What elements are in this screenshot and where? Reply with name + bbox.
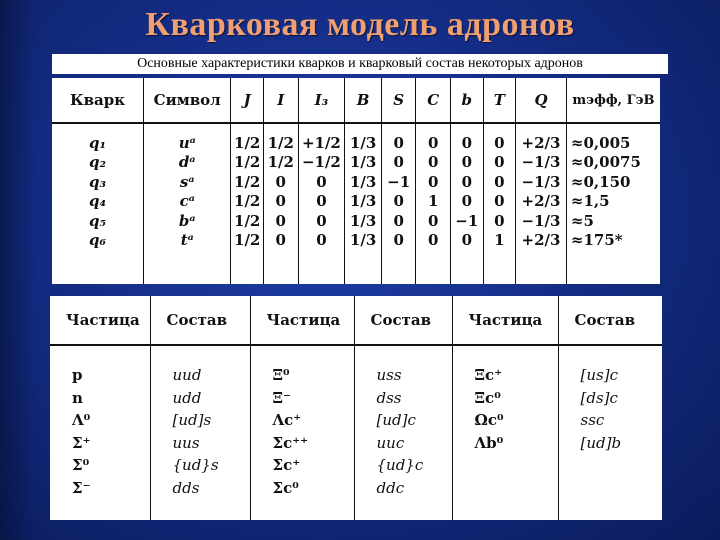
- table-cell: dᵃ: [178, 153, 196, 172]
- charge-column: [516, 123, 567, 284]
- hadron-table-header-row: [50, 296, 662, 345]
- table-cell: −1: [387, 172, 411, 191]
- table-cell: q₁: [88, 134, 107, 152]
- header-charm: C: [416, 78, 451, 123]
- table-cell: Ξ⁰: [272, 366, 290, 384]
- table-cell: Σc⁺: [272, 456, 301, 474]
- table-cell: q₂: [88, 153, 107, 172]
- table-cell: [ud]s: [172, 411, 212, 429]
- table-cell: ≈1,5: [570, 192, 610, 211]
- table-cell: ≈0,0075: [570, 153, 641, 172]
- table-cell: Ωc⁰: [474, 411, 504, 429]
- table-cell: q₆: [88, 231, 107, 250]
- effective-mass-column: [566, 123, 660, 284]
- table-cell: 0: [428, 211, 439, 230]
- table-cell: tᵃ: [180, 231, 194, 250]
- table-cell: [ds]c: [580, 388, 618, 407]
- table-cell: Λc⁺: [272, 411, 302, 429]
- table-cell: 0: [275, 231, 286, 250]
- table-cell: 0: [275, 172, 286, 191]
- table-cell: 1/3: [349, 134, 377, 152]
- table-cell: q₅: [88, 211, 107, 230]
- table-cell: 0: [393, 192, 404, 211]
- table-cell: n: [72, 388, 83, 407]
- table-cell: 0: [275, 192, 286, 211]
- header-quark: Кварк: [52, 78, 144, 123]
- table-cell: Σc⁺⁺: [272, 433, 309, 452]
- table-cell: 1/2: [267, 153, 294, 172]
- table-cell: 0: [428, 153, 439, 172]
- table-cell: 0: [494, 172, 505, 191]
- table-cell: 0: [494, 192, 505, 211]
- particle-column-1: [50, 345, 150, 520]
- table-cell: uss: [376, 366, 402, 384]
- header-charge: Q: [516, 78, 567, 123]
- table-cell: +2/3: [521, 134, 561, 152]
- composition-column-2: [354, 345, 452, 520]
- slide-title: Кварковая модель адронов: [145, 6, 575, 43]
- table-cell: −1/3: [521, 153, 561, 172]
- header-beauty: b: [451, 78, 484, 123]
- table-cell: ≈0,005: [570, 134, 631, 152]
- charm-column: [416, 123, 451, 284]
- header-isospin-projection: I₃: [298, 78, 345, 123]
- table-cell: 1: [494, 231, 505, 250]
- hadron-composition-table: [50, 296, 662, 520]
- table-cell: 1: [428, 192, 439, 211]
- table-cell: 0: [428, 172, 439, 191]
- header-isospin: I: [263, 78, 298, 123]
- composition-column-1: [150, 345, 250, 520]
- table-cell: Ξc⁰: [474, 388, 501, 407]
- table-cell: [us]c: [580, 366, 618, 384]
- table-cell: 0: [494, 153, 505, 172]
- table-cell: ≈175*: [570, 231, 623, 250]
- table-cell: Σ⁰: [72, 456, 90, 474]
- table-cell: 1/3: [349, 153, 377, 172]
- header-particle-2: Частица: [250, 296, 354, 345]
- table-cell: 1/2: [234, 192, 261, 211]
- quark-table-body-row: [52, 123, 660, 284]
- table-cell: dds: [172, 478, 200, 497]
- header-particle-1: Частица: [50, 296, 150, 345]
- table-cell: Σ⁺: [72, 433, 91, 452]
- hadron-table-body-row: [50, 345, 662, 520]
- table-cell: 0: [316, 192, 327, 211]
- slide-subtitle: Основные характеристики кварков и кварковый состав некоторых адронов: [52, 54, 668, 74]
- table-cell: 1/3: [349, 172, 377, 191]
- table-cell: [ud]b: [580, 433, 622, 452]
- quark-table-header-row: [52, 78, 660, 123]
- table-cell: 0: [494, 134, 505, 152]
- table-cell: q₄: [88, 192, 107, 211]
- table-cell: uus: [172, 433, 200, 452]
- table-cell: 0: [275, 211, 286, 230]
- composition-column-3: [558, 345, 662, 520]
- table-cell: bᵃ: [178, 211, 196, 230]
- header-particle-3: Частица: [452, 296, 558, 345]
- table-cell: 0: [428, 231, 439, 250]
- table-cell: ≈5: [570, 211, 594, 230]
- isospin-projection-column: [298, 123, 345, 284]
- quark-column: [52, 123, 144, 284]
- table-cell: Ξ⁻: [272, 388, 291, 407]
- table-cell: 0: [316, 211, 327, 230]
- table-cell: 0: [393, 211, 404, 230]
- header-symbol: Символ: [144, 78, 231, 123]
- header-composition-1: Состав: [150, 296, 250, 345]
- table-cell: udd: [172, 388, 202, 407]
- strangeness-column: [381, 123, 416, 284]
- beauty-column: [451, 123, 484, 284]
- table-cell: 0: [393, 153, 404, 172]
- header-effective-mass: mэфф, ГэВ: [566, 78, 660, 123]
- table-cell: 0: [461, 153, 472, 172]
- table-cell: {ud}c: [376, 456, 424, 474]
- table-cell: dss: [376, 388, 402, 407]
- table-cell: sᵃ: [179, 172, 195, 191]
- table-cell: 0: [461, 231, 472, 250]
- table-cell: {ud}s: [172, 456, 219, 474]
- table-cell: uuc: [376, 433, 405, 452]
- table-cell: uud: [172, 366, 202, 384]
- table-cell: Λb⁰: [474, 433, 504, 452]
- table-cell: Ξc⁺: [474, 366, 503, 384]
- table-cell: −1/3: [521, 172, 561, 191]
- table-cell: 1/2: [234, 153, 261, 172]
- table-cell: [ud]c: [376, 411, 416, 429]
- spin-column: [231, 123, 264, 284]
- table-cell: −1: [455, 211, 479, 230]
- isospin-column: [263, 123, 298, 284]
- table-cell: ssc: [580, 411, 605, 429]
- table-cell: uᵃ: [178, 134, 196, 152]
- table-cell: 0: [461, 192, 472, 211]
- table-cell: −1/2: [301, 153, 341, 172]
- header-strangeness: S: [381, 78, 416, 123]
- header-composition-3: Состав: [558, 296, 662, 345]
- particle-column-3: [452, 345, 558, 520]
- table-cell: +1/2: [301, 134, 341, 152]
- table-cell: 0: [316, 172, 327, 191]
- table-cell: 1/3: [349, 211, 377, 230]
- header-spin: J: [231, 78, 264, 123]
- table-cell: 1/3: [349, 231, 377, 250]
- table-cell: ddc: [376, 478, 405, 497]
- table-cell: 0: [393, 231, 404, 250]
- symbol-column: [144, 123, 231, 284]
- table-cell: ≈0,150: [570, 172, 631, 191]
- header-baryon-number: B: [345, 78, 382, 123]
- table-cell: Σc⁰: [272, 478, 299, 497]
- background-shade: [0, 0, 36, 540]
- quark-characteristics-table: [52, 78, 660, 284]
- header-composition-2: Состав: [354, 296, 452, 345]
- table-cell: 1/2: [234, 211, 261, 230]
- table-cell: 1/3: [349, 192, 377, 211]
- table-cell: 1/2: [267, 134, 294, 152]
- table-cell: Σ⁻: [72, 478, 91, 497]
- table-cell: 0: [428, 134, 439, 152]
- particle-column-2: [250, 345, 354, 520]
- table-cell: 1/2: [234, 172, 261, 191]
- truth-column: [483, 123, 516, 284]
- table-cell: +2/3: [521, 231, 561, 250]
- table-cell: cᵃ: [179, 192, 195, 211]
- table-cell: Λ⁰: [72, 411, 91, 429]
- table-cell: −1/3: [521, 211, 561, 230]
- table-cell: +2/3: [521, 192, 561, 211]
- table-cell: 1/2: [234, 231, 261, 250]
- table-cell: 0: [461, 172, 472, 191]
- table-cell: 0: [494, 211, 505, 230]
- table-cell: 0: [316, 231, 327, 250]
- table-cell: 0: [461, 134, 472, 152]
- table-cell: 1/2: [234, 134, 261, 152]
- table-cell: p: [72, 366, 83, 384]
- baryon-number-column: [345, 123, 382, 284]
- table-cell: q₃: [88, 172, 107, 191]
- table-cell: 0: [393, 134, 404, 152]
- header-truth: T: [483, 78, 516, 123]
